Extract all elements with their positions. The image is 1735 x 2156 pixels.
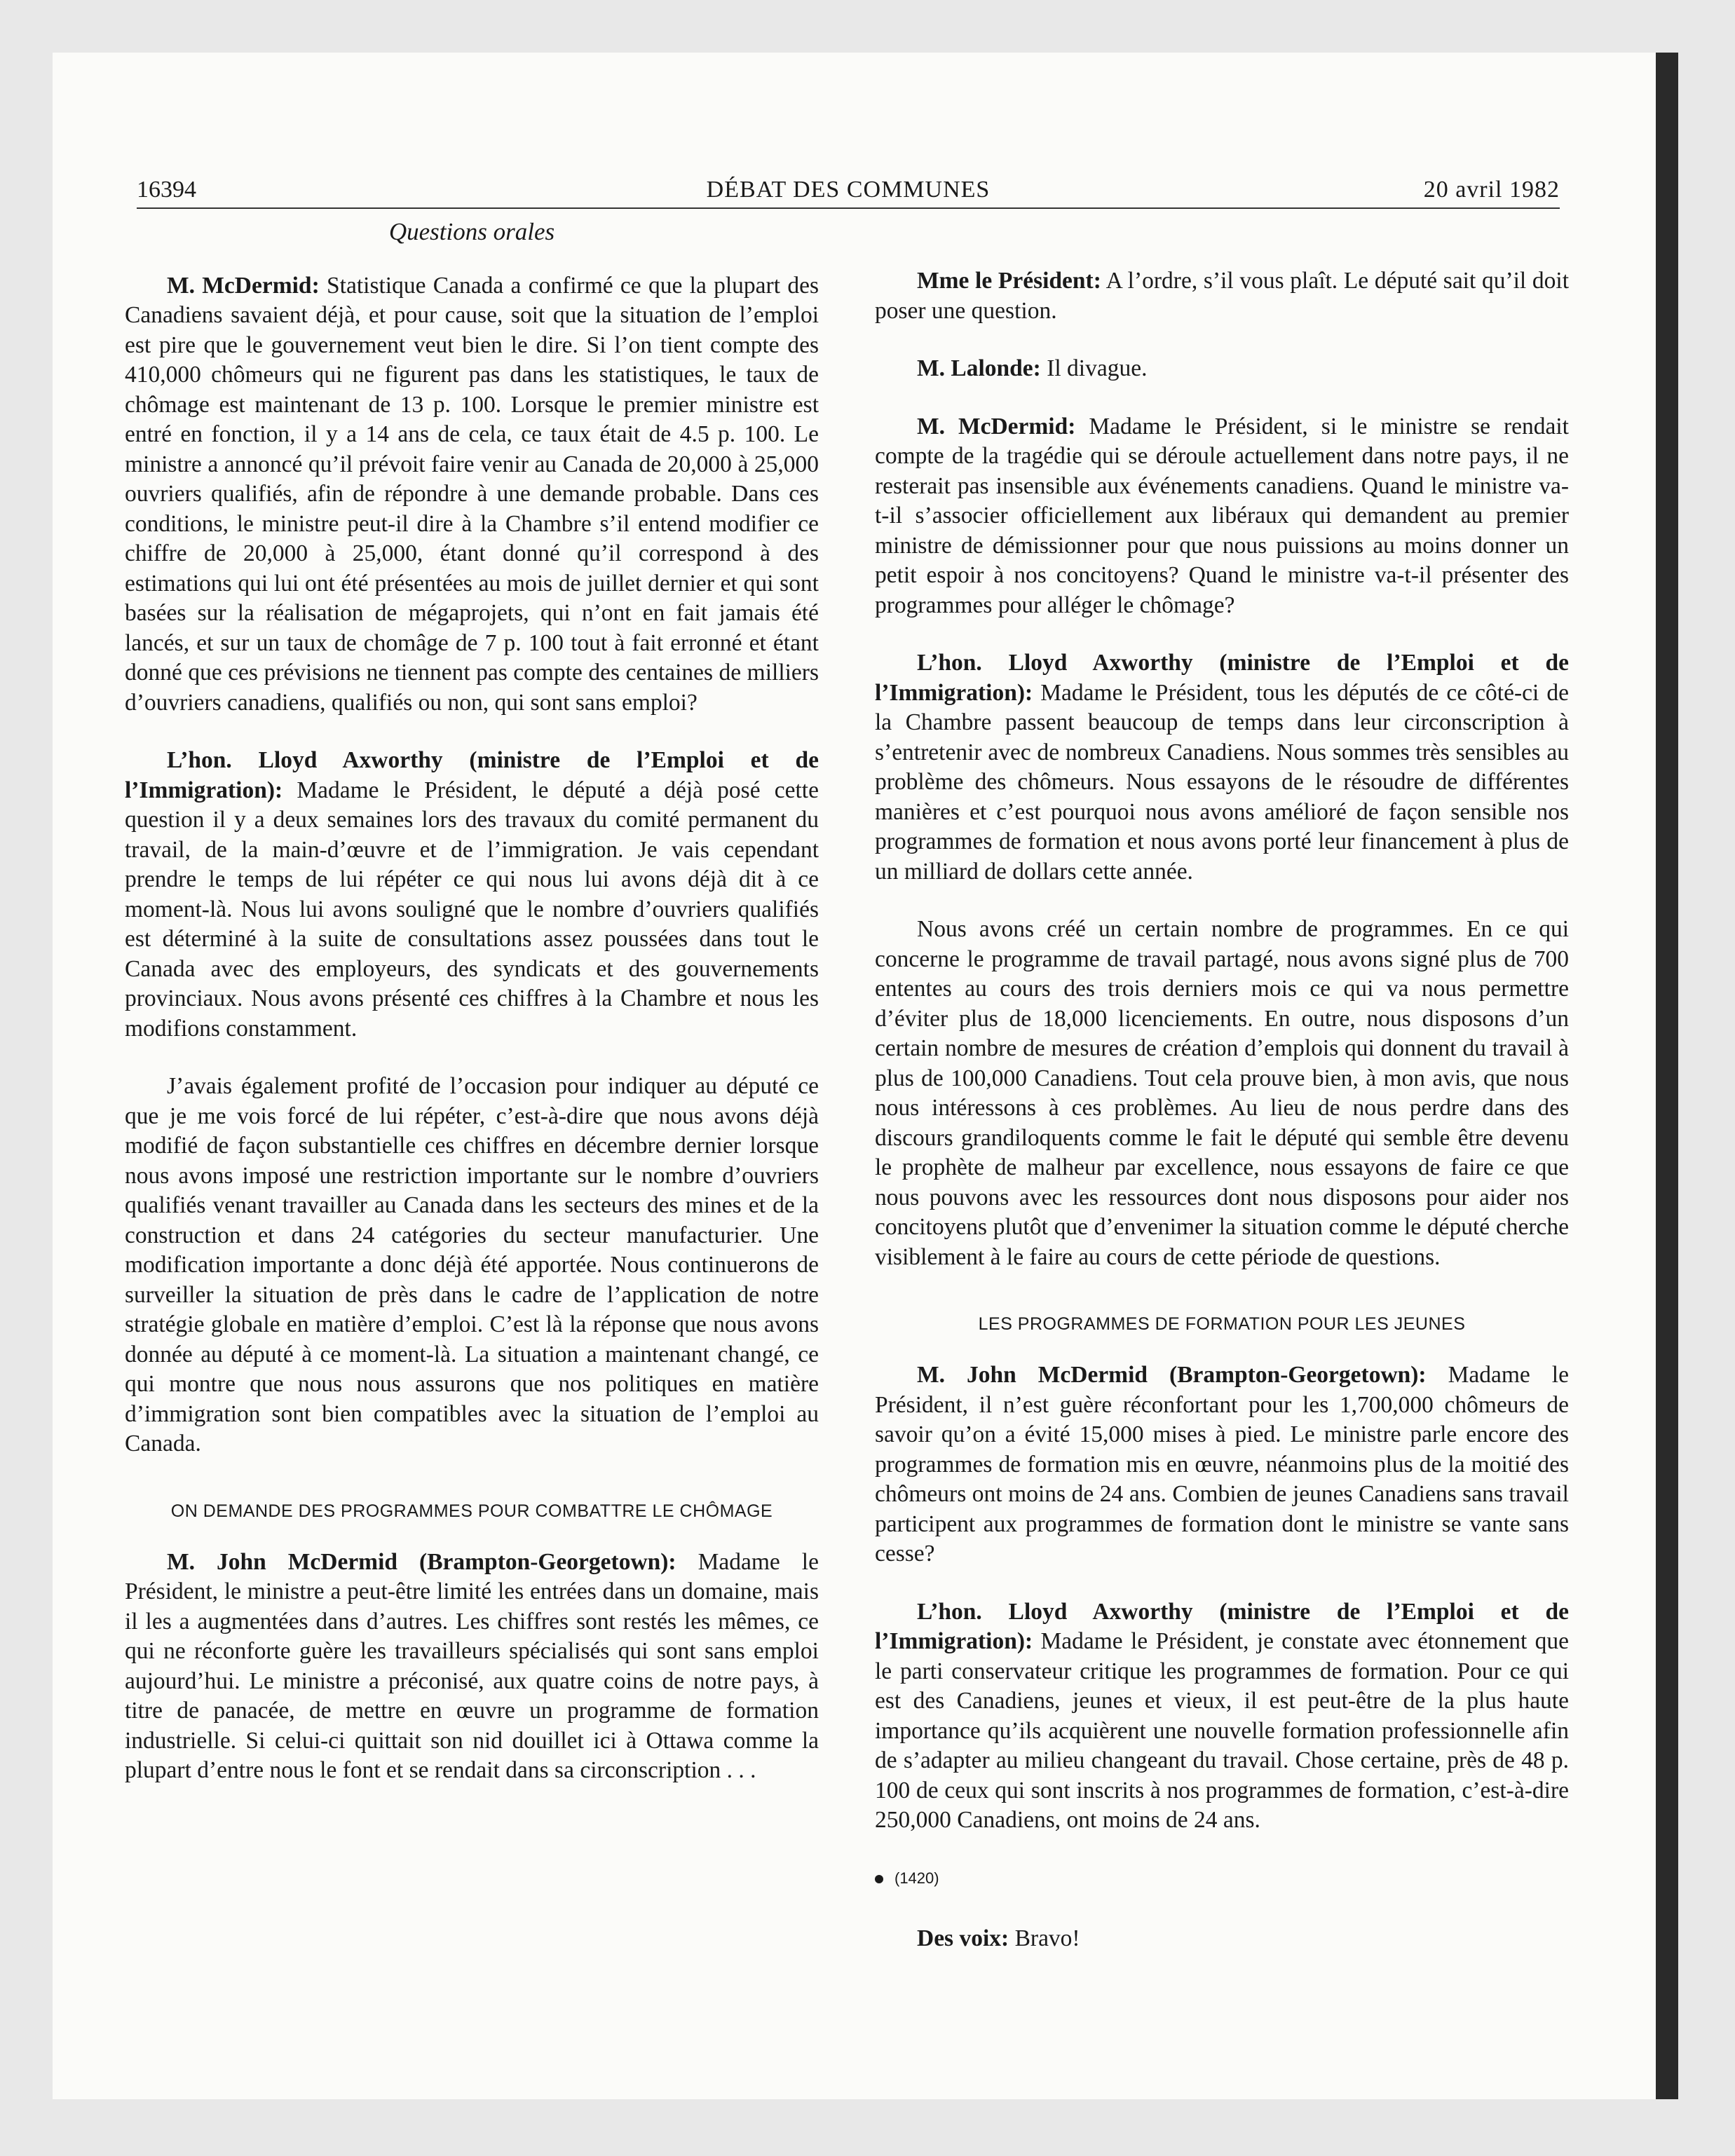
page-header <box>137 168 1560 209</box>
speaker: L’hon. Lloyd Axworthy (ministre de l’Emploi et de l’Immigration): <box>875 650 1569 706</box>
left-column <box>125 217 819 1814</box>
speech-text: Nous avons créé un certain nombre de programmes. En ce qui concerne le programme de travail partagé, nous avons signé plus de 700 ententes au cours des trois derniers mois ce qui va nous permettre d’éviter plus de 18,000 licenciements. En outre, nous disposons d’un certain nombre de mesures de création d’emplois qui donnent du travail à plus de 100,000 Canadiens. Tout cela prouve bien, à mon avis, que nous nous intéressons à ces problèmes. Au lieu de nous perdre dans des discours grandiloquents comme le fait le député qui semble être devenu le prophète de malheur par excellence, nous essayons de faire ce que nous pouvons avec les ressources dont nous disposons pour aider nos concitoyens plutôt que d’envenimer la situation comme le député cherche visiblement à le faire au cours de cette période de questions. <box>875 916 1569 1270</box>
speaker: Mme le Président: <box>917 268 1101 294</box>
paragraph <box>875 1924 1569 1954</box>
page-number: 16394 <box>137 177 196 203</box>
speech-text: Bravo! <box>1009 1925 1080 1951</box>
speech-text: Statistique Canada a confirmé ce que la plupart des Canadiens savaient déjà, et pour cause, soit que la situation de l’emploi est pire que le gouvernement veut bien le dire. Si l’on tient compte des 410,000 chômeurs qui ne figurent pas dans les statistiques, le taux de chômage est maintenant de 13 p. 100. Lorsque le premier ministre est entré en fonction, il y a 14 ans de cela, ce taux était de 4.5 p. 100. Le ministre a annoncé qu’il prévoit faire venir au Canada de 20,000 à 25,000 ouvriers qualifiés, afin de répondre à une demande probable. Dans ces conditions, le ministre peut-il dire à la Chambre s’il entend modifier ce chiffre de 20,000 à 25,000, étant donné qu’il correspond à des estimations qui lui ont été présentées au mois de juillet dernier et qui sont basées sur la réalisation de mégaprojets, qui n’ont en fait jamais été lancés, et sur un taux de chomâge de 7 p. 100 tout à fait erronné et étant donné que ces prévisions ne tiennent pas compte des centaines de milliers d’ouvriers canadiens, qualifiés ou non, qui sont sans emploi? <box>125 272 819 716</box>
publication-title: DÉBAT DES COMMUNES <box>706 177 991 203</box>
page-date: 20 avril 1982 <box>1423 177 1560 203</box>
paragraph <box>875 412 1569 621</box>
speech-text: Il divague. <box>1040 355 1148 381</box>
speaker: M. McDermid: <box>917 413 1076 439</box>
paragraph <box>875 354 1569 384</box>
speech-text: Madame le Président, si le ministre se rendait compte de la tragédie qui se déroule actuellement dans notre pays, il ne resterait pas insensible aux événements canadiens. Quand le ministre va-t-il s’associer officiellement aux libéraux qui demandent au premier ministre de démissionner pour que nous puissions au moins donner un petit espoir à nos concitoyens? Quand le ministre va-t-il présenter des programmes pour alléger le chômage? <box>875 413 1569 618</box>
speech-text: Madame le Président, je constate avec étonnement que le parti conservateur critique les programmes de formation. Pour ce qui est des Canadiens, jeunes et vieux, il est peut-être de la plus haute importance qu’ils acquièrent une nouvelle formation professionnelle afin de s’adapter au milieu changeant du travail. Chose certaine, près de 48 p. 100 de ceux qui sont inscrits à nos programmes de formation, c’est-à-dire 250,000 Canadiens, ont moins de 24 ans. <box>875 1628 1569 1833</box>
speech-text: A l’ordre, s’il vous plaît. Le député sait qu’il doit poser une question. <box>875 268 1569 324</box>
paragraph <box>125 1072 819 1459</box>
speaker: Des voix: <box>917 1925 1009 1951</box>
speaker: L’hon. Lloyd Axworthy (ministre de l’Emploi et de l’Immigration): <box>125 747 819 803</box>
bullet-icon <box>875 1875 883 1883</box>
speech-text: Madame le Président, il n’est guère réconfortant pour les 1,700,000 chômeurs de savoir qu’on a évité 15,000 mises à pied. Le ministre parle encore des programmes de formation mis en œuvre, néanmoins plus de la moitié des chômeurs ont moins de 24 ans. Combien de jeunes Canadiens sans travail participent aux programmes de formation dont le ministre se vante sans cesse? <box>875 1362 1569 1567</box>
time-marker-label: (1420) <box>894 1869 939 1887</box>
time-marker <box>875 1864 1569 1894</box>
paragraph <box>125 746 819 1044</box>
paragraph <box>875 1597 1569 1836</box>
scan-binding-edge <box>1656 53 1678 2099</box>
section-title: Questions orales <box>388 218 555 245</box>
paragraph <box>875 915 1569 1272</box>
paragraph <box>125 271 819 718</box>
paragraph <box>875 266 1569 326</box>
speaker: L’hon. Lloyd Axworthy (ministre de l’Emploi et de l’Immigration): <box>875 1598 1569 1654</box>
speaker: M. McDermid: <box>167 272 320 299</box>
paragraph <box>875 648 1569 887</box>
speech-text: J’avais également profité de l’occasion pour indiquer au député ce que je me vois forcé de lui répéter, c’est-à-dire que nous avons déjà modifié de façon substantielle ces chiffres en décembre dernier lorsque nous avons imposé une restriction importante sur le nombre d’ouvriers qualifiés venant travailler au Canada dans les secteurs des mines et de la construction et dans 24 catégories du secteur manufacturier. Une modification importante a donc déjà été apportée. Nous continuerons de surveiller la situation de près dans le cadre de l’application de notre stratégie globale en matière d’emploi. C’est là la réponse que nous avons donnée au député à ce moment-là. La situation a maintenant changé, ce qui montre que nous nous assurons que nos politiques en matière d’immigration sont bien compatibles avec la situation de l’emploi au Canada. <box>125 1073 819 1456</box>
paragraph <box>125 1548 819 1786</box>
speaker: M. Lalonde: <box>917 355 1041 381</box>
right-column <box>875 266 1569 1982</box>
section-heading: ON DEMANDE DES PROGRAMMES POUR COMBATTRE LE CHÔMAGE <box>170 1501 773 1521</box>
speech-text: Madame le Président, le député a déjà posé cette question il y a deux semaines lors des travaux du comité permanent du travail, de la main-d’œuvre et de l’immigration. Je vais cependant prendre le temps de lui répéter ce qui nous lui avons déjà dit à ce moment-là. Nous lui avons souligné que le nombre d’ouvriers qualifiés est déterminé à la suite de consultations assez poussées dans tout le Canada avec des employeurs, des syndicats et des gouvernements provinciaux. Nous avons présenté ces chiffres à la Chambre et nous les modifions constamment. <box>125 777 819 1042</box>
speech-text: Madame le Président, tous les députés de ce côté-ci de la Chambre passent beaucoup de temps dans leur circonscription à s’entretenir avec de nombreux Canadiens. Nous sommes très sensibles au problème des chômeurs. Nous essayons de le résoudre de différentes manières et c’est pourquoi nous avons amélioré de façon sensible nos programmes de formation et nous avons porté leur financement à plus de un milliard de dollars cette année. <box>875 679 1569 885</box>
speaker: M. John McDermid (Brampton-Georgetown): <box>917 1362 1427 1388</box>
section-heading: LES PROGRAMMES DE FORMATION POUR LES JEUNES <box>978 1314 1466 1334</box>
speech-text: Madame le Président, le ministre a peut-être limité les entrées dans un domaine, mais il les a augmentées dans d’autres. Les chiffres sont restés les mêmes, ce qui ne réconforte guère les travailleurs spécialisés qui sont sans emploi aujourd’hui. Le ministre a préconisé, aux quatre coins de notre pays, à titre de panacée, de mettre en œuvre un programme de formation industrielle. Si celui-ci quittait son nid douillet ici à Ottawa comme la plupart d’entre nous le font et se rendait dans sa circonscription . . . <box>125 1548 819 1783</box>
speaker: M. John McDermid (Brampton-Georgetown): <box>167 1548 676 1575</box>
paragraph <box>875 1360 1569 1569</box>
